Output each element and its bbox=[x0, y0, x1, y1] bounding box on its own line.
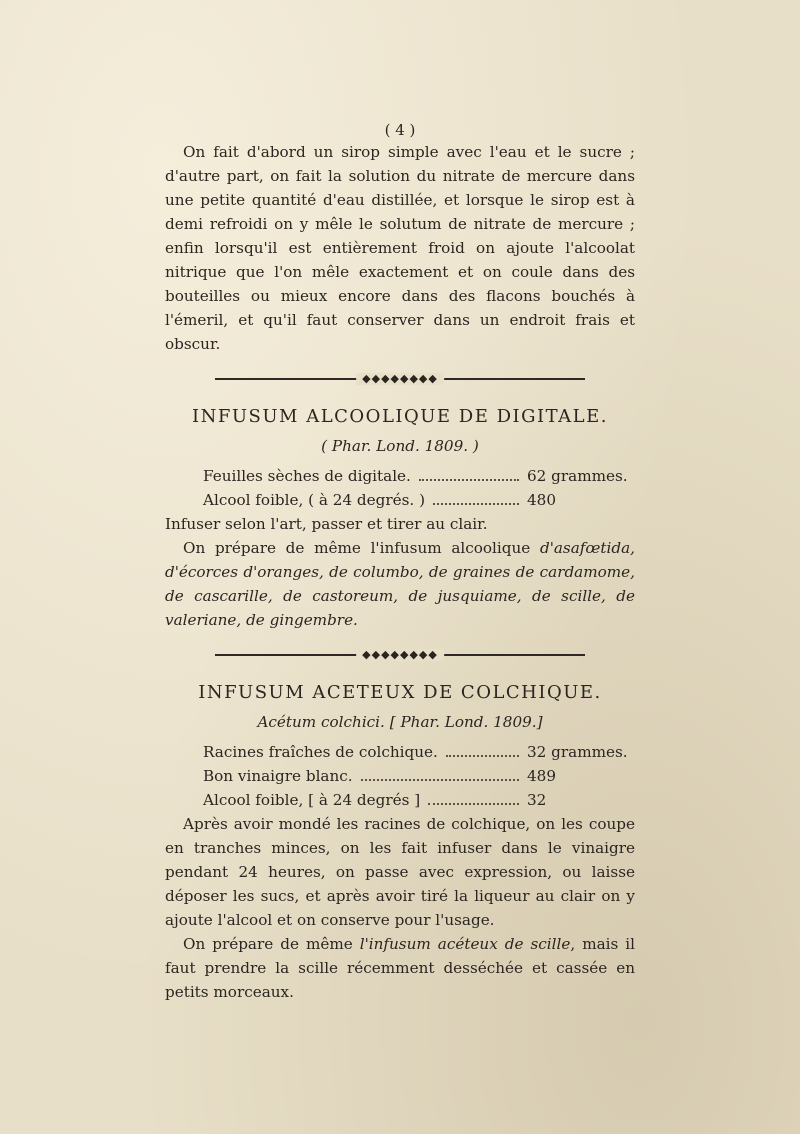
ornament-icon: ◆◆◆◆◆◆◆◆ bbox=[356, 373, 444, 385]
ingredient-list-digitale bbox=[203, 464, 635, 512]
note-digitale: On prépare de même l'infusum alcoolique d'asafœtida, d'écorces d'oranges, de columbo, de graines de cardamome, de cascarille, de castoreum, de jusquiame, de scille, de valeriane, de gingembre. bbox=[165, 539, 635, 629]
note-colchique: On prépare de même l'infusum acéteux de scille, mais il faut prendre la scille récemment desséchée et cassée en petits morceaux. bbox=[165, 935, 636, 1001]
instruction-colchique: Après avoir mondé les racines de colchique, on les coupe en tranches minces, on les fait infuser dans le vinaigre pendant 24 heures, on passe avec expression, ou laisse déposer les sucs, et après avoir tiré la liqueur au clair on y ajoute l'alcool et on conserve pour l'usage. bbox=[165, 815, 635, 929]
ingredient-row: Racines fraîches de colchique. 32 grammes. bbox=[203, 740, 635, 764]
section-source-colchique: Acétum colchici. [ Phar. Lond. 1809.] bbox=[257, 713, 543, 731]
section-source-digitale: ( Phar. Lond. 1809. ) bbox=[321, 437, 479, 455]
ornamental-rule bbox=[215, 650, 585, 660]
ingredient-list-colchique bbox=[203, 740, 635, 812]
intro-paragraph: On fait d'abord un sirop simple avec l'eau et le sucre ; d'autre part, on fait la solution du nitrate de mercure dans une petite quantité d'eau distillée, et lorsque le sirop est à demi refroidi on y mêle le solutum de nitrate de mercure ; enfin lorsqu'il est entièrement froid on ajoute l'alcoolat nitrique que l'on mêle exactement et on coule dans des bouteilles ou mieux encore dans des flacons bouchés à l'émeril, et qu'il faut conserver dans un endroit frais et obscur. bbox=[165, 143, 635, 353]
ingredient-row: Bon vinaigre blanc. 489 bbox=[203, 764, 635, 788]
section-title-digitale: INFUSUM ALCOOLIQUE DE DIGITALE. bbox=[192, 406, 608, 427]
page-text bbox=[165, 118, 635, 1004]
section-title-colchique: INFUSUM ACETEUX DE COLCHIQUE. bbox=[198, 682, 602, 703]
ornamental-rule bbox=[215, 374, 585, 384]
ornament-icon: ◆◆◆◆◆◆◆◆ bbox=[356, 649, 444, 661]
ingredient-row: Feuilles sèches de digitale. 62 grammes. bbox=[203, 464, 635, 488]
ingredient-row: Alcool foible, [ à 24 degrés ] 32 bbox=[203, 788, 635, 812]
page-number: ( 4 ) bbox=[384, 121, 416, 139]
ingredient-row: Alcool foible, ( à 24 degrés. ) 480 bbox=[203, 488, 635, 512]
instruction-digitale: Infuser selon l'art, passer et tirer au clair. bbox=[165, 515, 488, 533]
